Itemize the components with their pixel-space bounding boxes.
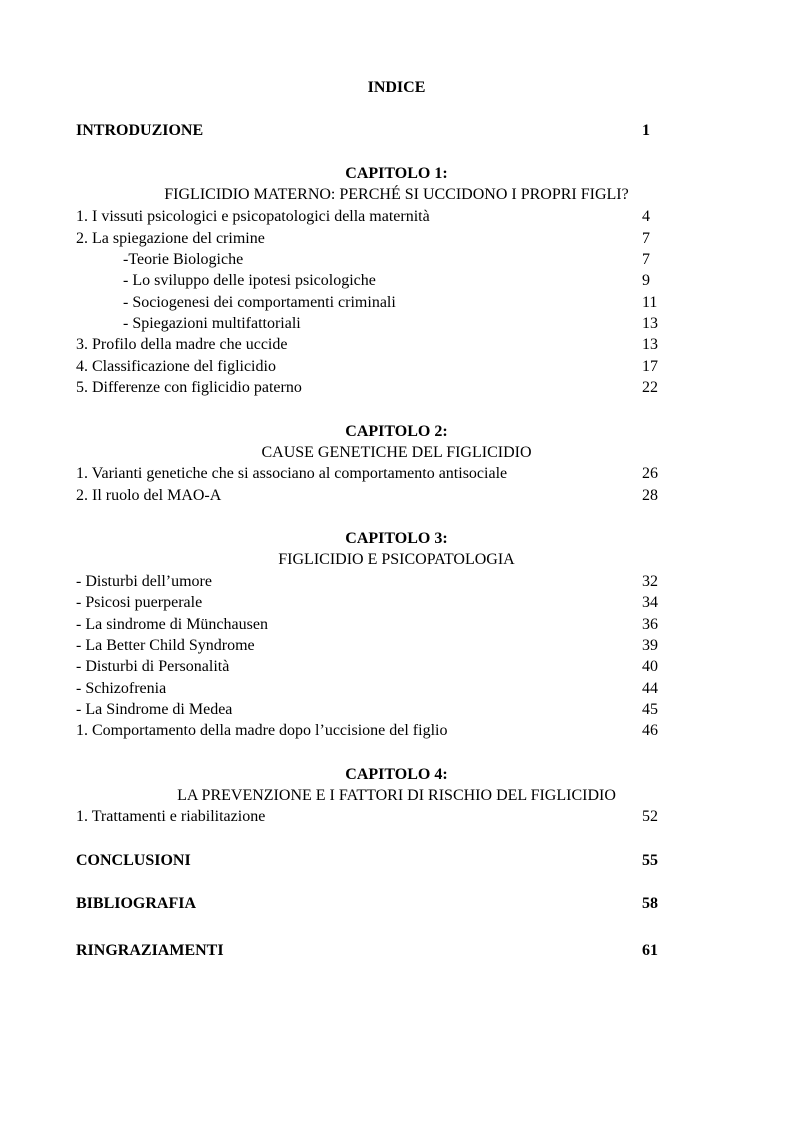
toc-entry (76, 806, 662, 827)
toc-entry-page: 32 (642, 573, 658, 590)
toc-entry-page: 36 (642, 616, 658, 633)
chapter-3-heading: CAPITOLO 3: (345, 530, 448, 547)
toc-entry-label: INTRODUZIONE (76, 122, 204, 139)
toc-entry (76, 720, 662, 741)
toc-entry (76, 356, 662, 377)
toc-entry-label: 1. Trattamenti e riabilitazione (76, 808, 266, 825)
chapter-2-subtitle: CAUSE GENETICHE DEL FIGLICIDIO (261, 444, 532, 461)
toc-entry-label: 1. Comportamento della madre dopo l’uccisione del figlio (76, 722, 448, 739)
toc-entry-page: 13 (642, 315, 658, 332)
toc-entry-label: - Disturbi di Personalità (76, 658, 230, 675)
toc-entry (76, 206, 662, 227)
toc-entry-ringraziamenti (76, 940, 662, 961)
toc-entry-introduzione (76, 120, 662, 141)
toc-entry-label: - Psicosi puerperale (76, 594, 203, 611)
toc-entry (76, 463, 662, 484)
toc-entry-label: BIBLIOGRAFIA (76, 895, 197, 912)
toc-entry (76, 377, 662, 398)
toc-entry-conclusioni (76, 850, 662, 871)
chapter-1-subtitle: FIGLICIDIO MATERNO: PERCHÉ SI UCCIDONO I PROPRI FIGLI? (164, 186, 629, 203)
toc-subentry (76, 292, 662, 313)
toc-entry-label: 5. Differenze con figlicidio paterno (76, 379, 302, 396)
toc-entry-page: 7 (642, 230, 650, 247)
toc-entry-page: 39 (642, 637, 658, 654)
chapter-1-heading: CAPITOLO 1: (345, 165, 448, 182)
toc-entry (76, 678, 662, 699)
toc-entry-page: 55 (642, 852, 658, 869)
toc-entry-page: 1 (642, 122, 650, 139)
toc-entry-label: -Teorie Biologiche (123, 251, 244, 268)
toc-entry-label: RINGRAZIAMENTI (76, 942, 224, 959)
toc-entry (76, 334, 662, 355)
toc-entry-page: 11 (642, 294, 658, 311)
toc-subentry (76, 313, 662, 334)
toc-entry-page: 46 (642, 722, 658, 739)
toc-entry (76, 656, 662, 677)
toc-subentry (76, 249, 662, 270)
toc-entry-bibliografia (76, 893, 662, 914)
toc-entry-label: 3. Profilo della madre che uccide (76, 336, 288, 353)
toc-entry-label: 2. La spiegazione del crimine (76, 230, 265, 247)
toc-entry-page: 9 (642, 272, 650, 289)
toc-entry-label: - La Sindrome di Medea (76, 701, 233, 718)
toc-entry-page: 17 (642, 358, 658, 375)
chapter-2-heading: CAPITOLO 2: (345, 423, 448, 440)
chapter-3-subtitle: FIGLICIDIO E PSICOPATOLOGIA (278, 551, 515, 568)
toc-entry (76, 228, 662, 249)
toc-entry (76, 571, 662, 592)
toc-entry (76, 592, 662, 613)
toc-entry-label: CONCLUSIONI (76, 852, 191, 869)
toc-entry-label: 4. Classificazione del figlicidio (76, 358, 276, 375)
toc-entry-label: - Schizofrenia (76, 680, 167, 697)
toc-entry-page: 45 (642, 701, 658, 718)
toc-subentry (76, 270, 662, 291)
toc-entry-page: 34 (642, 594, 658, 611)
chapter-4-heading: CAPITOLO 4: (345, 766, 448, 783)
toc-entry-label: - Spiegazioni multifattoriali (123, 315, 301, 332)
toc-entry-label: 1. I vissuti psicologici e psicopatologici della maternità (76, 208, 430, 225)
toc-entry-page: 44 (642, 680, 658, 697)
toc-entry-page: 40 (642, 658, 658, 675)
toc-entry (76, 614, 662, 635)
toc-entry-page: 52 (642, 808, 658, 825)
toc-entry-page: 7 (642, 251, 650, 268)
toc-entry-page: 28 (642, 487, 658, 504)
toc-entry-page: 13 (642, 336, 658, 353)
toc-entry (76, 635, 662, 656)
toc-entry (76, 699, 662, 720)
toc-entry-label: 2. Il ruolo del MAO-A (76, 487, 222, 504)
toc-entry-label: - La Better Child Syndrome (76, 637, 255, 654)
toc-entry-page: 4 (642, 208, 650, 225)
toc-entry-page: 22 (642, 379, 658, 396)
toc-entry-label: - Lo sviluppo delle ipotesi psicologiche (123, 272, 376, 289)
toc-entry-label: - Disturbi dell’umore (76, 573, 212, 590)
toc-entry-page: 26 (642, 465, 658, 482)
toc-entry-label: - La sindrome di Münchausen (76, 616, 268, 633)
toc-entry-page: 61 (642, 942, 658, 959)
chapter-4-subtitle: LA PREVENZIONE E I FATTORI DI RISCHIO DEL FIGLICIDIO (177, 787, 616, 804)
toc-entry (76, 485, 662, 506)
toc-entry-label: 1. Varianti genetiche che si associano al comportamento antisociale (76, 465, 508, 482)
toc-entry-page: 58 (642, 895, 658, 912)
page-title: INDICE (367, 79, 426, 96)
toc-entry-label: - Sociogenesi dei comportamenti criminali (123, 294, 396, 311)
